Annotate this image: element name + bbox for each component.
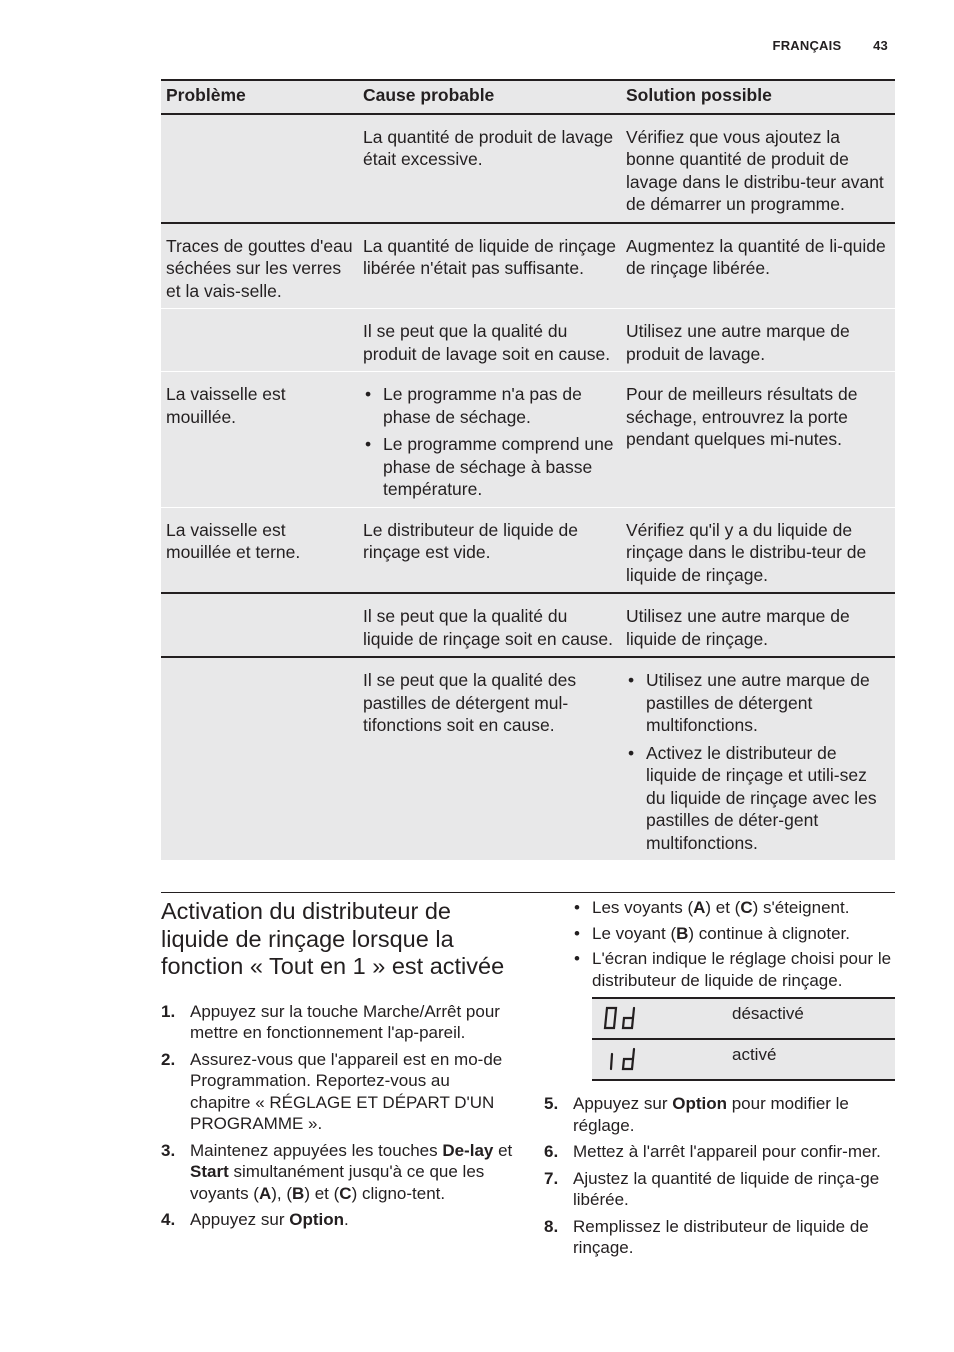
display-cell xyxy=(592,998,726,1039)
problem-cell xyxy=(161,657,358,860)
list-item xyxy=(161,1001,513,1044)
solution-cell: Utilisez une autre marque de liquide de rinçage. xyxy=(621,593,895,657)
cause-cell xyxy=(358,372,621,508)
table-bottom-rule xyxy=(161,892,895,893)
column-header-problem: Problème xyxy=(161,80,358,114)
steps-list xyxy=(161,1001,513,1231)
step-text xyxy=(190,1210,349,1229)
table-row xyxy=(161,114,895,223)
key-start: Start xyxy=(190,1162,229,1181)
language-label: FRANÇAIS xyxy=(772,38,842,53)
display-cell xyxy=(592,1039,726,1080)
list-item xyxy=(544,897,896,919)
indicator-a: A xyxy=(693,898,706,917)
solution-cell: Augmentez la quantité de li-quide de rinçage libérée. xyxy=(621,223,895,309)
step-number: 2. xyxy=(161,1049,176,1069)
key-delay: De-lay xyxy=(442,1140,494,1160)
text-fragment: Le voyant ( xyxy=(592,923,677,943)
list-item xyxy=(544,1093,896,1136)
seven-segment-0d-icon xyxy=(598,1006,644,1030)
seven-segment-1d-icon xyxy=(598,1047,644,1071)
text-fragment: ) continue à clignoter. xyxy=(688,923,850,943)
list-item: • Activez le distributeur de liquide de rinçage et utili-sez du liquide de rinçage avec les pastilles de déter-gent multifonctions. xyxy=(626,742,891,855)
problem-cell: La vaisselle est mouillée. xyxy=(161,372,358,508)
solution-cell: Vérifiez que vous ajoutez la bonne quantité de produit de lavage dans le distribu-teur avant de démarrer un programme. xyxy=(621,114,895,223)
table-row xyxy=(161,593,895,657)
solution-cell: Utilisez une autre marque de produit de lavage. xyxy=(621,309,895,372)
list-item: • Utilisez une autre marque de pastilles de détergent multifonctions. xyxy=(626,669,891,737)
step-text: Mettez à l'arrêt l'appareil pour confir-mer. xyxy=(573,1142,881,1161)
list-item xyxy=(161,1209,513,1231)
cause-cell: La quantité de produit de lavage était excessive. xyxy=(358,114,621,223)
step-number: 6. xyxy=(544,1142,559,1161)
problem-cell: La vaisselle est mouillée et terne. xyxy=(161,507,358,593)
list-item xyxy=(544,923,896,945)
column-header-cause: Cause probable xyxy=(358,80,621,114)
list-item: • Le programme comprend une phase de séchage à basse température. xyxy=(363,433,617,501)
solution-cell: Pour de meilleurs résultats de séchage, entrouvrez la porte pendant quelques mi-nutes. xyxy=(621,372,895,508)
indicator-a: A xyxy=(258,1183,272,1203)
problem-cell: Traces de gouttes d'eau séchées sur les verres et la vais-selle. xyxy=(161,223,358,309)
cause-cell: Il se peut que la qualité du liquide de rinçage soit en cause. xyxy=(358,593,621,657)
step-number: 4. xyxy=(161,1210,176,1229)
key-option: Option xyxy=(289,1210,344,1229)
column-header-solution: Solution possible xyxy=(621,80,895,114)
text-fragment: . xyxy=(344,1210,349,1229)
table-row xyxy=(161,507,895,593)
setting-label: activé xyxy=(726,1039,895,1080)
step-number: 5. xyxy=(544,1094,559,1113)
text-fragment: Les voyants ( xyxy=(592,898,694,917)
section-title: Activation du distributeur de liquide de rinçage lorsque la fonction « Tout en 1 » est activée xyxy=(161,898,505,979)
list-item xyxy=(544,1168,896,1211)
indicator-b: B xyxy=(292,1183,305,1203)
text-fragment: ) cligno-tent. xyxy=(351,1183,446,1203)
indicator-b: B xyxy=(676,923,689,943)
table-header-row xyxy=(161,80,895,114)
problem-cell xyxy=(161,593,358,657)
text-fragment: Appuyez sur xyxy=(573,1094,673,1113)
problem-cell xyxy=(161,114,358,223)
status-bullet-list xyxy=(544,897,896,991)
left-column xyxy=(161,898,513,1236)
text-fragment: ), ( xyxy=(271,1183,293,1203)
cause-cell: Il se peut que la qualité du produit de lavage soit en cause. xyxy=(358,309,621,372)
cause-cell: Le distributeur de liquide de rinçage est vide. xyxy=(358,507,621,593)
display-settings-table xyxy=(592,997,895,1081)
solution-bullet-list xyxy=(626,669,891,854)
problem-cell xyxy=(161,309,358,372)
list-item xyxy=(544,1141,896,1163)
step-text xyxy=(573,1094,849,1135)
page-number: 43 xyxy=(873,38,888,53)
step-number: 8. xyxy=(544,1216,559,1236)
text-fragment: ) et ( xyxy=(304,1183,340,1203)
solution-cell xyxy=(621,657,895,860)
text-fragment: Appuyez sur xyxy=(190,1210,290,1229)
setting-label: désactivé xyxy=(726,998,895,1039)
list-item xyxy=(161,1140,513,1205)
step-text: Remplissez le distributeur de liquide de rinçage. xyxy=(573,1216,869,1257)
list-item: • Le programme n'a pas de phase de séchage. xyxy=(363,383,617,428)
text-fragment: et xyxy=(493,1140,513,1160)
step-number: 1. xyxy=(161,1001,176,1021)
list-item xyxy=(544,1216,896,1259)
list-item xyxy=(161,1049,513,1135)
step-text: Appuyez sur la touche Marche/Arrêt pour mettre en fonctionnement l'ap-pareil. xyxy=(190,1001,500,1042)
text-fragment: ) s'éteignent. xyxy=(752,898,850,917)
cause-cell: La quantité de liquide de rinçage libérée n'était pas suffisante. xyxy=(358,223,621,309)
text-fragment: Maintenez appuyées les touches xyxy=(190,1140,443,1160)
table-row xyxy=(161,657,895,860)
cause-cell: Il se peut que la qualité des pastilles de détergent mul-tifonctions soit en cause. xyxy=(358,657,621,860)
steps-list-continued xyxy=(544,1093,896,1259)
text-fragment: ) et ( xyxy=(705,898,741,917)
indicator-c: C xyxy=(339,1183,352,1203)
list-item: • L'écran indique le réglage choisi pour le distributeur de liquide de rinçage. xyxy=(544,948,896,991)
step-text: Assurez-vous que l'appareil est en mo-de Programmation. Reportez-vous au chapitre « RÉGLAGE ET DÉPART D'UN PROGRAMME ». xyxy=(190,1049,503,1133)
table-row xyxy=(161,372,895,508)
table-row xyxy=(161,309,895,372)
table-row xyxy=(592,998,895,1039)
cause-bullet-list xyxy=(363,383,617,501)
indicator-c: C xyxy=(740,898,753,917)
text-fragment: pour modifier le réglage. xyxy=(573,1094,849,1135)
step-number: 3. xyxy=(161,1140,176,1160)
step-number: 7. xyxy=(544,1168,559,1188)
right-column xyxy=(544,897,896,1264)
page-header xyxy=(773,38,888,53)
step-text: Ajustez la quantité de liquide de rinça-ge libérée. xyxy=(573,1168,880,1209)
table-row xyxy=(161,223,895,309)
text-fragment: simultanément jusqu'à ce que les voyants ( xyxy=(190,1162,485,1203)
troubleshooting-table xyxy=(161,79,895,860)
step-text xyxy=(190,1141,512,1203)
solution-cell: Vérifiez qu'il y a du liquide de rinçage dans le distribu-teur de liquide de rinçage. xyxy=(621,507,895,593)
table-row xyxy=(592,1039,895,1080)
key-option: Option xyxy=(672,1094,727,1113)
